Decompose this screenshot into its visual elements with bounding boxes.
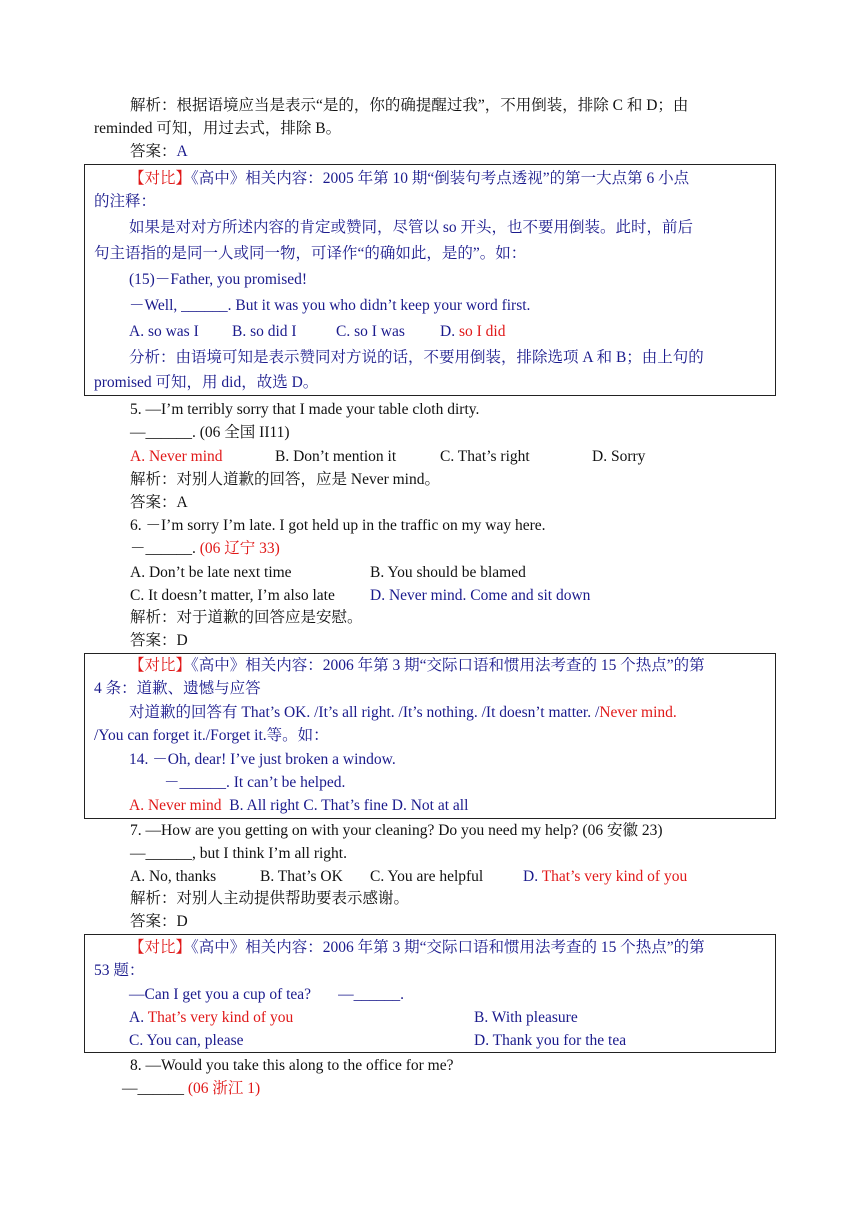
option-c: C. It doesn’t matter, I’m also late bbox=[130, 587, 335, 604]
option-c: C. You can, please bbox=[129, 1032, 244, 1049]
options-rest: B. All right C. That’s fine D. Not at all bbox=[229, 797, 469, 814]
option-a: A. Never mind bbox=[130, 448, 223, 465]
option-d: D. That’s very kind of you bbox=[523, 868, 688, 885]
analysis-line: reminded 可知，用过去式，排除 B。 bbox=[94, 120, 342, 137]
option-b: B. That’s OK bbox=[260, 868, 343, 885]
analysis-line: 解析：根据语境应当是表示“是的，你的确提醒过我”，不用倒装，排除 C 和 D；由 bbox=[130, 97, 689, 114]
question-8-stem: 8. —Would you take this along to the office for me? bbox=[130, 1057, 454, 1074]
option-b: B. You should be blamed bbox=[370, 564, 526, 581]
example-question: —Can I get you a cup of tea? —______. bbox=[129, 986, 405, 1003]
box-analysis: 分析：由语境可知是表示赞同对方说的话，不要用倒装，排除选项 A 和 B；由上句的 bbox=[129, 349, 704, 366]
compare-tag: 【对比】 bbox=[129, 939, 192, 956]
box-paragraph: /You can forget it./Forget it.等。如： bbox=[94, 727, 329, 744]
example-question: (15)－Father, you promised! bbox=[129, 271, 308, 288]
option-b: B. With pleasure bbox=[474, 1009, 578, 1026]
option-d: D. Thank you for the tea bbox=[474, 1032, 627, 1049]
option-c: C. You are helpful bbox=[370, 868, 484, 885]
box-heading-cont: 53 题： bbox=[94, 962, 145, 979]
source-tag: (06 浙江 1) bbox=[187, 1080, 261, 1097]
question-5-blank: —______. (06 全国 II11) bbox=[130, 424, 290, 441]
comparison-box-1 bbox=[84, 164, 776, 396]
analysis-line: 解析：对别人道歉的回答，应是 Never mind。 bbox=[130, 471, 440, 488]
answer-line bbox=[130, 141, 188, 163]
question-5-stem: 5. —I’m terribly sorry that I made your table cloth dirty. bbox=[130, 401, 480, 418]
comparison-box-3 bbox=[84, 934, 776, 1053]
box-heading: 【对比】《高中》相关内容：2006 年第 3 期“交际口语和惯用法考查的 15 个热点”的第 bbox=[129, 657, 705, 674]
example-question: 14. －Oh, dear! I’ve just broken a window. bbox=[129, 751, 396, 768]
box-paragraph: 如果是对对方所述内容的肯定或赞同，尽管以 so 开头，也不要用倒装。此时，前后 bbox=[129, 219, 694, 236]
compare-tag: 【对比】 bbox=[129, 657, 192, 674]
analysis-line: 解析：对别人主动提供帮助要表示感谢。 bbox=[130, 890, 410, 907]
example-blank: －Well, ______. But it was you who didn’t keep your word first. bbox=[129, 297, 531, 314]
box-heading: 【对比】《高中》相关内容：2005 年第 10 期“倒装句考点透视”的第一大点第 6 小点 bbox=[129, 170, 690, 187]
option-c: C. so I was bbox=[336, 323, 405, 340]
question-6-blank: －______. (06 辽宁 33) bbox=[130, 540, 280, 557]
source-tag: (06 辽宁 33) bbox=[199, 540, 280, 557]
option-a: A. Never mind bbox=[129, 797, 222, 814]
question-6-stem: 6. －I’m sorry I’m late. I got held up in the traffic on my way here. bbox=[130, 517, 546, 534]
box-heading-cont: 4 条：道歉、遗憾与应答 bbox=[94, 680, 261, 697]
question-7-stem: 7. —How are you getting on with your cleaning? Do you need my help? (06 安徽 23) bbox=[130, 822, 663, 839]
option-a: A. so was I bbox=[129, 323, 199, 340]
option-c: C. That’s right bbox=[440, 448, 530, 465]
box-paragraph: 句主语指的是同一人或同一物，可译作“的确如此，是的”。如： bbox=[94, 245, 527, 262]
question-7-blank: —______, but I think I’m all right. bbox=[130, 845, 347, 862]
comparison-box-2 bbox=[84, 653, 776, 819]
option-d: D. Never mind. Come and sit down bbox=[370, 587, 591, 604]
answer-value: A bbox=[176, 143, 188, 160]
option-a: A. Don’t be late next time bbox=[130, 564, 292, 581]
option-a: A. That’s very kind of you bbox=[129, 1009, 294, 1026]
option-d: D. Sorry bbox=[592, 448, 646, 465]
answer-label: 答案： bbox=[130, 143, 177, 160]
option-b: B. Don’t mention it bbox=[275, 448, 397, 465]
box-analysis: promised 可知，用 did，故选 D。 bbox=[94, 374, 319, 391]
box-heading: 【对比】《高中》相关内容：2006 年第 3 期“交际口语和惯用法考查的 15 个热点”的第 bbox=[129, 939, 705, 956]
question-8-blank: —______ (06 浙江 1) bbox=[122, 1080, 261, 1097]
answer-line: 答案：D bbox=[130, 913, 188, 930]
option-d: D. so I did bbox=[440, 323, 506, 340]
analysis-line: 解析：对于道歉的回答应是安慰。 bbox=[130, 609, 363, 626]
answer-line: 答案：A bbox=[130, 494, 188, 511]
compare-tag: 【对比】 bbox=[129, 170, 192, 187]
answer-line: 答案：D bbox=[130, 632, 188, 649]
option-a: A. No, thanks bbox=[130, 868, 217, 885]
example-blank: －______. It can’t be helped. bbox=[164, 774, 346, 791]
box-heading-cont: 的注释： bbox=[94, 193, 157, 210]
option-b: B. so did I bbox=[232, 323, 297, 340]
example-options bbox=[129, 795, 468, 817]
box-paragraph: 对道歉的回答有 That’s OK. /It’s all right. /It’s nothing. /It doesn’t matter. /Never mind. bbox=[129, 704, 677, 721]
